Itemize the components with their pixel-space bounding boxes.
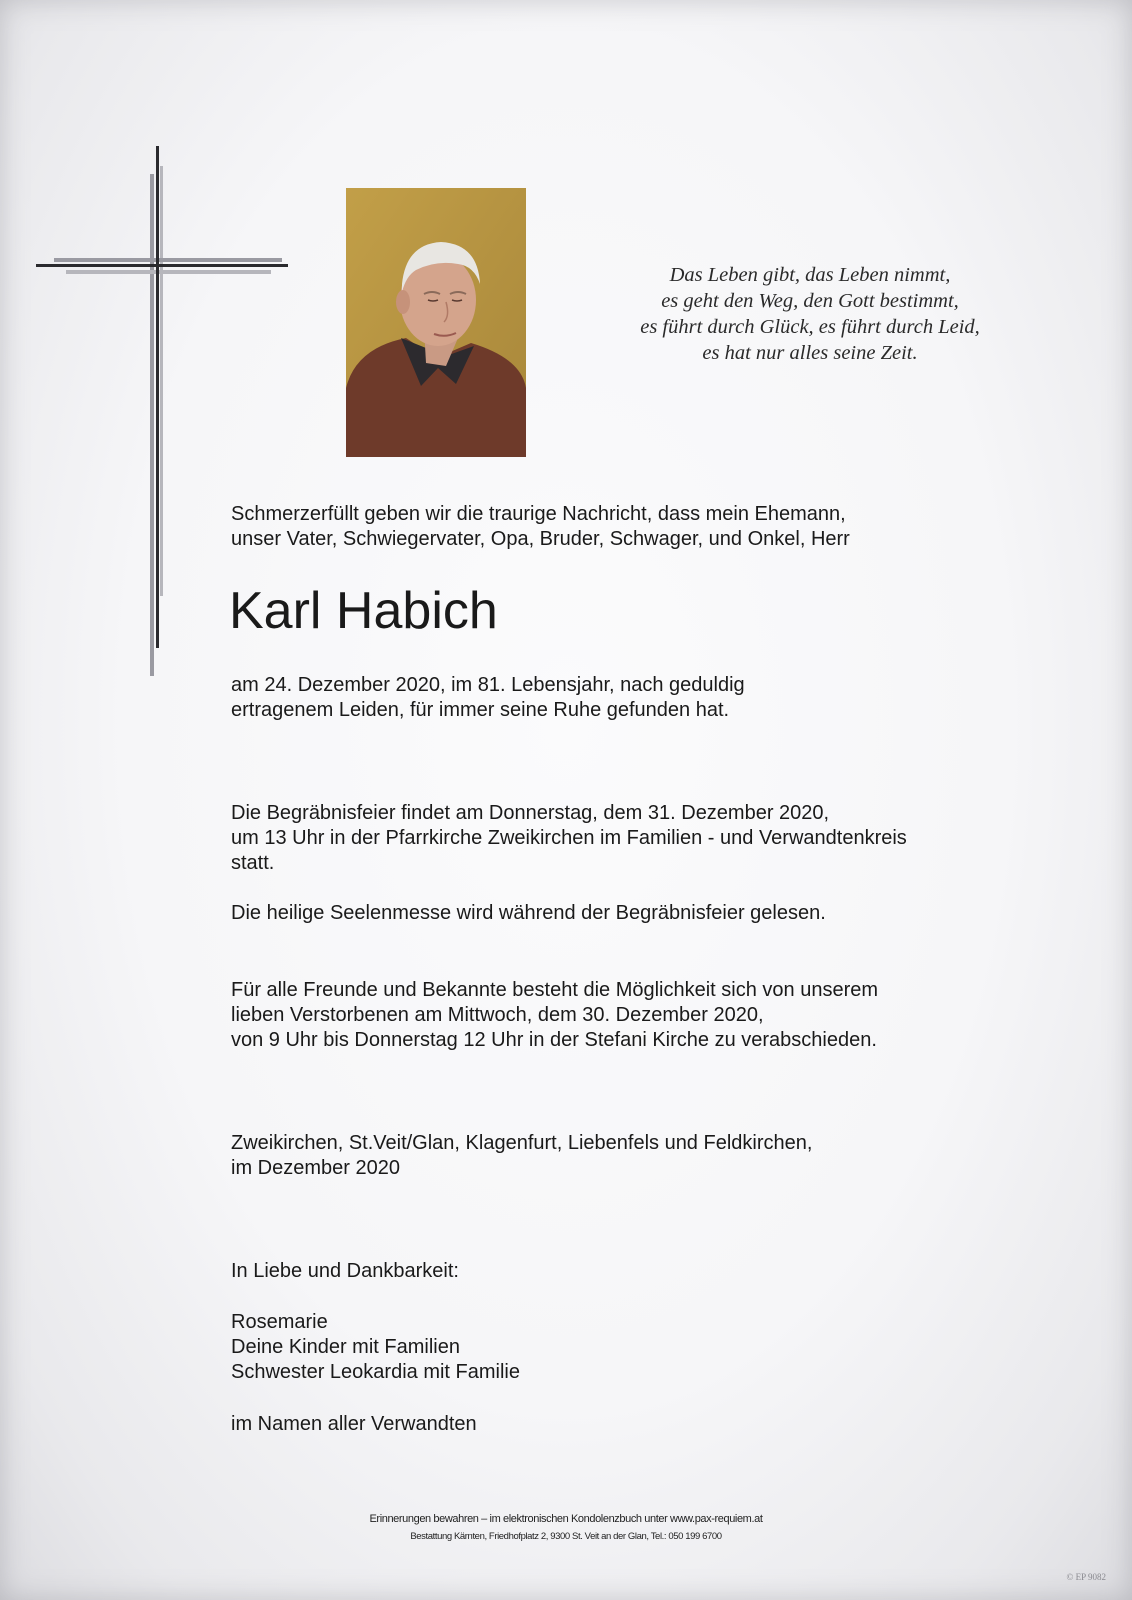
mourners-list <box>231 1310 520 1385</box>
deceased-name: Karl Habich <box>229 582 498 640</box>
poem-line: es hat nur alles seine Zeit. <box>702 342 918 364</box>
place-date: Zweikirchen, St.Veit/Glan, Klagenfurt, Liebenfels und Feldkirchen, im Dezember 2020 <box>231 1132 813 1179</box>
relatives-line: im Namen aller Verwandten <box>231 1413 477 1435</box>
poem-line: Das Leben gibt, das Leben nimmt, <box>669 264 951 286</box>
funeral-paragraph: Die Begräbnisfeier findet am Donnerstag, dem 31. Dezember 2020, um 13 Uhr in der Pfarrkirche Zweikirchen im Familien - und Verwandtenkreis statt. <box>231 802 907 874</box>
poem-line: es geht den Weg, den Gott bestimmt, <box>661 290 959 312</box>
poem-line: es führt durch Glück, es führt durch Leid, <box>640 316 980 338</box>
portrait-photo <box>346 188 526 457</box>
list-item: Schwester Leokardia mit Familie <box>231 1361 520 1383</box>
farewell-paragraph: Für alle Freunde und Bekannte besteht die Möglichkeit sich von unserem lieben Verstorbenen am Mittwoch, dem 30. Dezember 2020, von 9 Uhr bis Donnerstag 12 Uhr in der Stefani Kirche zu verabschieden. <box>231 979 879 1051</box>
intro-paragraph: Schmerzerfüllt geben wir die traurige Nachricht, dass mein Ehemann, unser Vater, Schwiegervater, Opa, Bruder, Schwager, und Onkel, Herr <box>231 503 850 550</box>
footer-condolence: Erinnerungen bewahren – im elektronischen Kondolenzbuch unter www.pax-requiem.at <box>369 1513 763 1525</box>
gratitude-line: In Liebe und Dankbarkeit: <box>231 1260 459 1282</box>
footer-address: Bestattung Kärnten, Friedhofplatz 2, 9300 St. Veit an der Glan, Tel.: 050 199 6700 <box>410 1531 722 1542</box>
cross-icon <box>36 146 288 650</box>
mass-paragraph: Die heilige Seelenmesse wird während der Begräbnisfeier gelesen. <box>231 902 826 924</box>
poem <box>590 262 1030 366</box>
print-code: © EP 9082 <box>1066 1572 1106 1582</box>
list-item: Deine Kinder mit Familien <box>231 1336 460 1358</box>
list-item: Rosemarie <box>231 1311 328 1333</box>
death-paragraph: am 24. Dezember 2020, im 81. Lebensjahr, nach geduldig ertragenem Leiden, für immer seine Ruhe gefunden hat. <box>231 674 745 721</box>
